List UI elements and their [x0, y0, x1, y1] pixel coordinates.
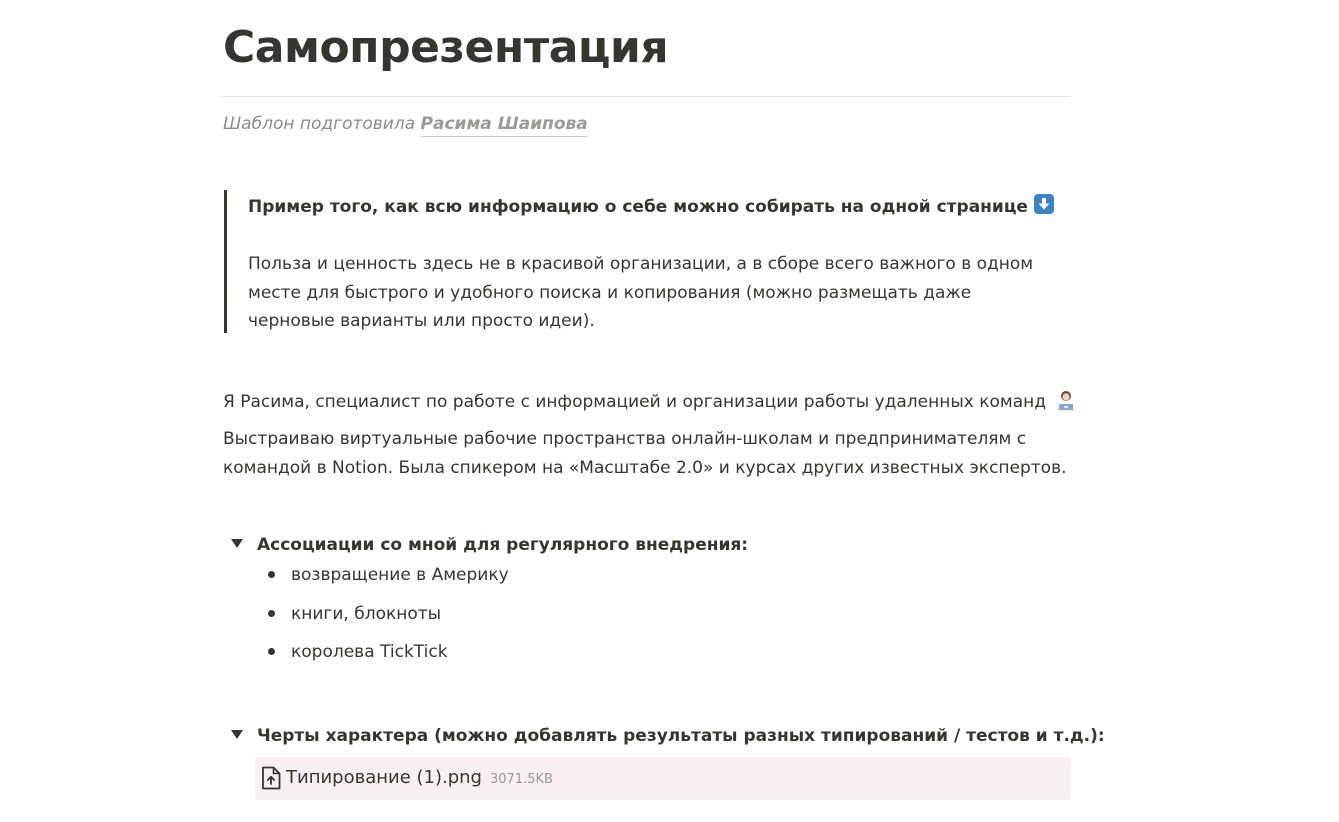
bullet-icon [268, 610, 275, 617]
quote-block [224, 190, 1057, 333]
file-size: 3071.5KB [489, 772, 553, 787]
file-name-text: Типирование (1).png [286, 767, 482, 788]
triangle-down-icon[interactable] [230, 726, 244, 740]
page-title[interactable]: Самопрезентация [223, 22, 669, 73]
title-divider [221, 96, 1071, 97]
associations-list [257, 561, 509, 677]
bullet-icon [268, 571, 275, 578]
file-name[interactable] [286, 765, 553, 793]
bullet-icon [268, 648, 275, 655]
woman-technologist-icon [1055, 389, 1077, 411]
list-item-text: книги, блокноты [291, 603, 442, 624]
list-item-text: возвращение в Америку [291, 565, 509, 585]
down-arrow-icon [1034, 194, 1054, 214]
toggle-associations-label: Ассоциации со мной для регулярного внедрения: [257, 535, 749, 555]
intro-paragraph: Выстраиваю виртуальные рабочие пространства онлайн-школам и предпринимателям с командой в Notion. Была спикером на «Масштабе 2.0» и курсах других известных экспертов. [223, 429, 1067, 478]
quote-heading [248, 194, 1054, 217]
author-link[interactable]: Расима Шаипова [421, 114, 588, 137]
list-item [257, 561, 509, 600]
list-item [257, 600, 509, 639]
triangle-down-icon[interactable] [230, 535, 244, 549]
toggle-traits-label: Черты характера (можно добавлять результаты разных типирований / тестов и т.д.): [257, 726, 1105, 746]
byline-prefix: Шаблон подготовила [223, 114, 421, 134]
file-upload-icon [261, 766, 281, 790]
byline [223, 114, 588, 134]
list-item-text: королева TickTick [291, 642, 448, 662]
intro-text: Я Расима, специалист по работе с информацией и организации работы удаленных команд [223, 392, 1047, 412]
quote-body: Польза и ценность здесь не в красивой организации, а в сборе всего важного в одном месте для быстрого и удобного поиска и копирования (можно размещать даже черновые варианты или просто идеи). [248, 254, 1034, 331]
list-item [257, 638, 509, 677]
quote-heading-text: Пример того, как всю информацию о себе можно собирать на одной странице [248, 197, 1028, 217]
intro-line [223, 388, 1071, 417]
file-attachment[interactable] [255, 757, 1071, 800]
